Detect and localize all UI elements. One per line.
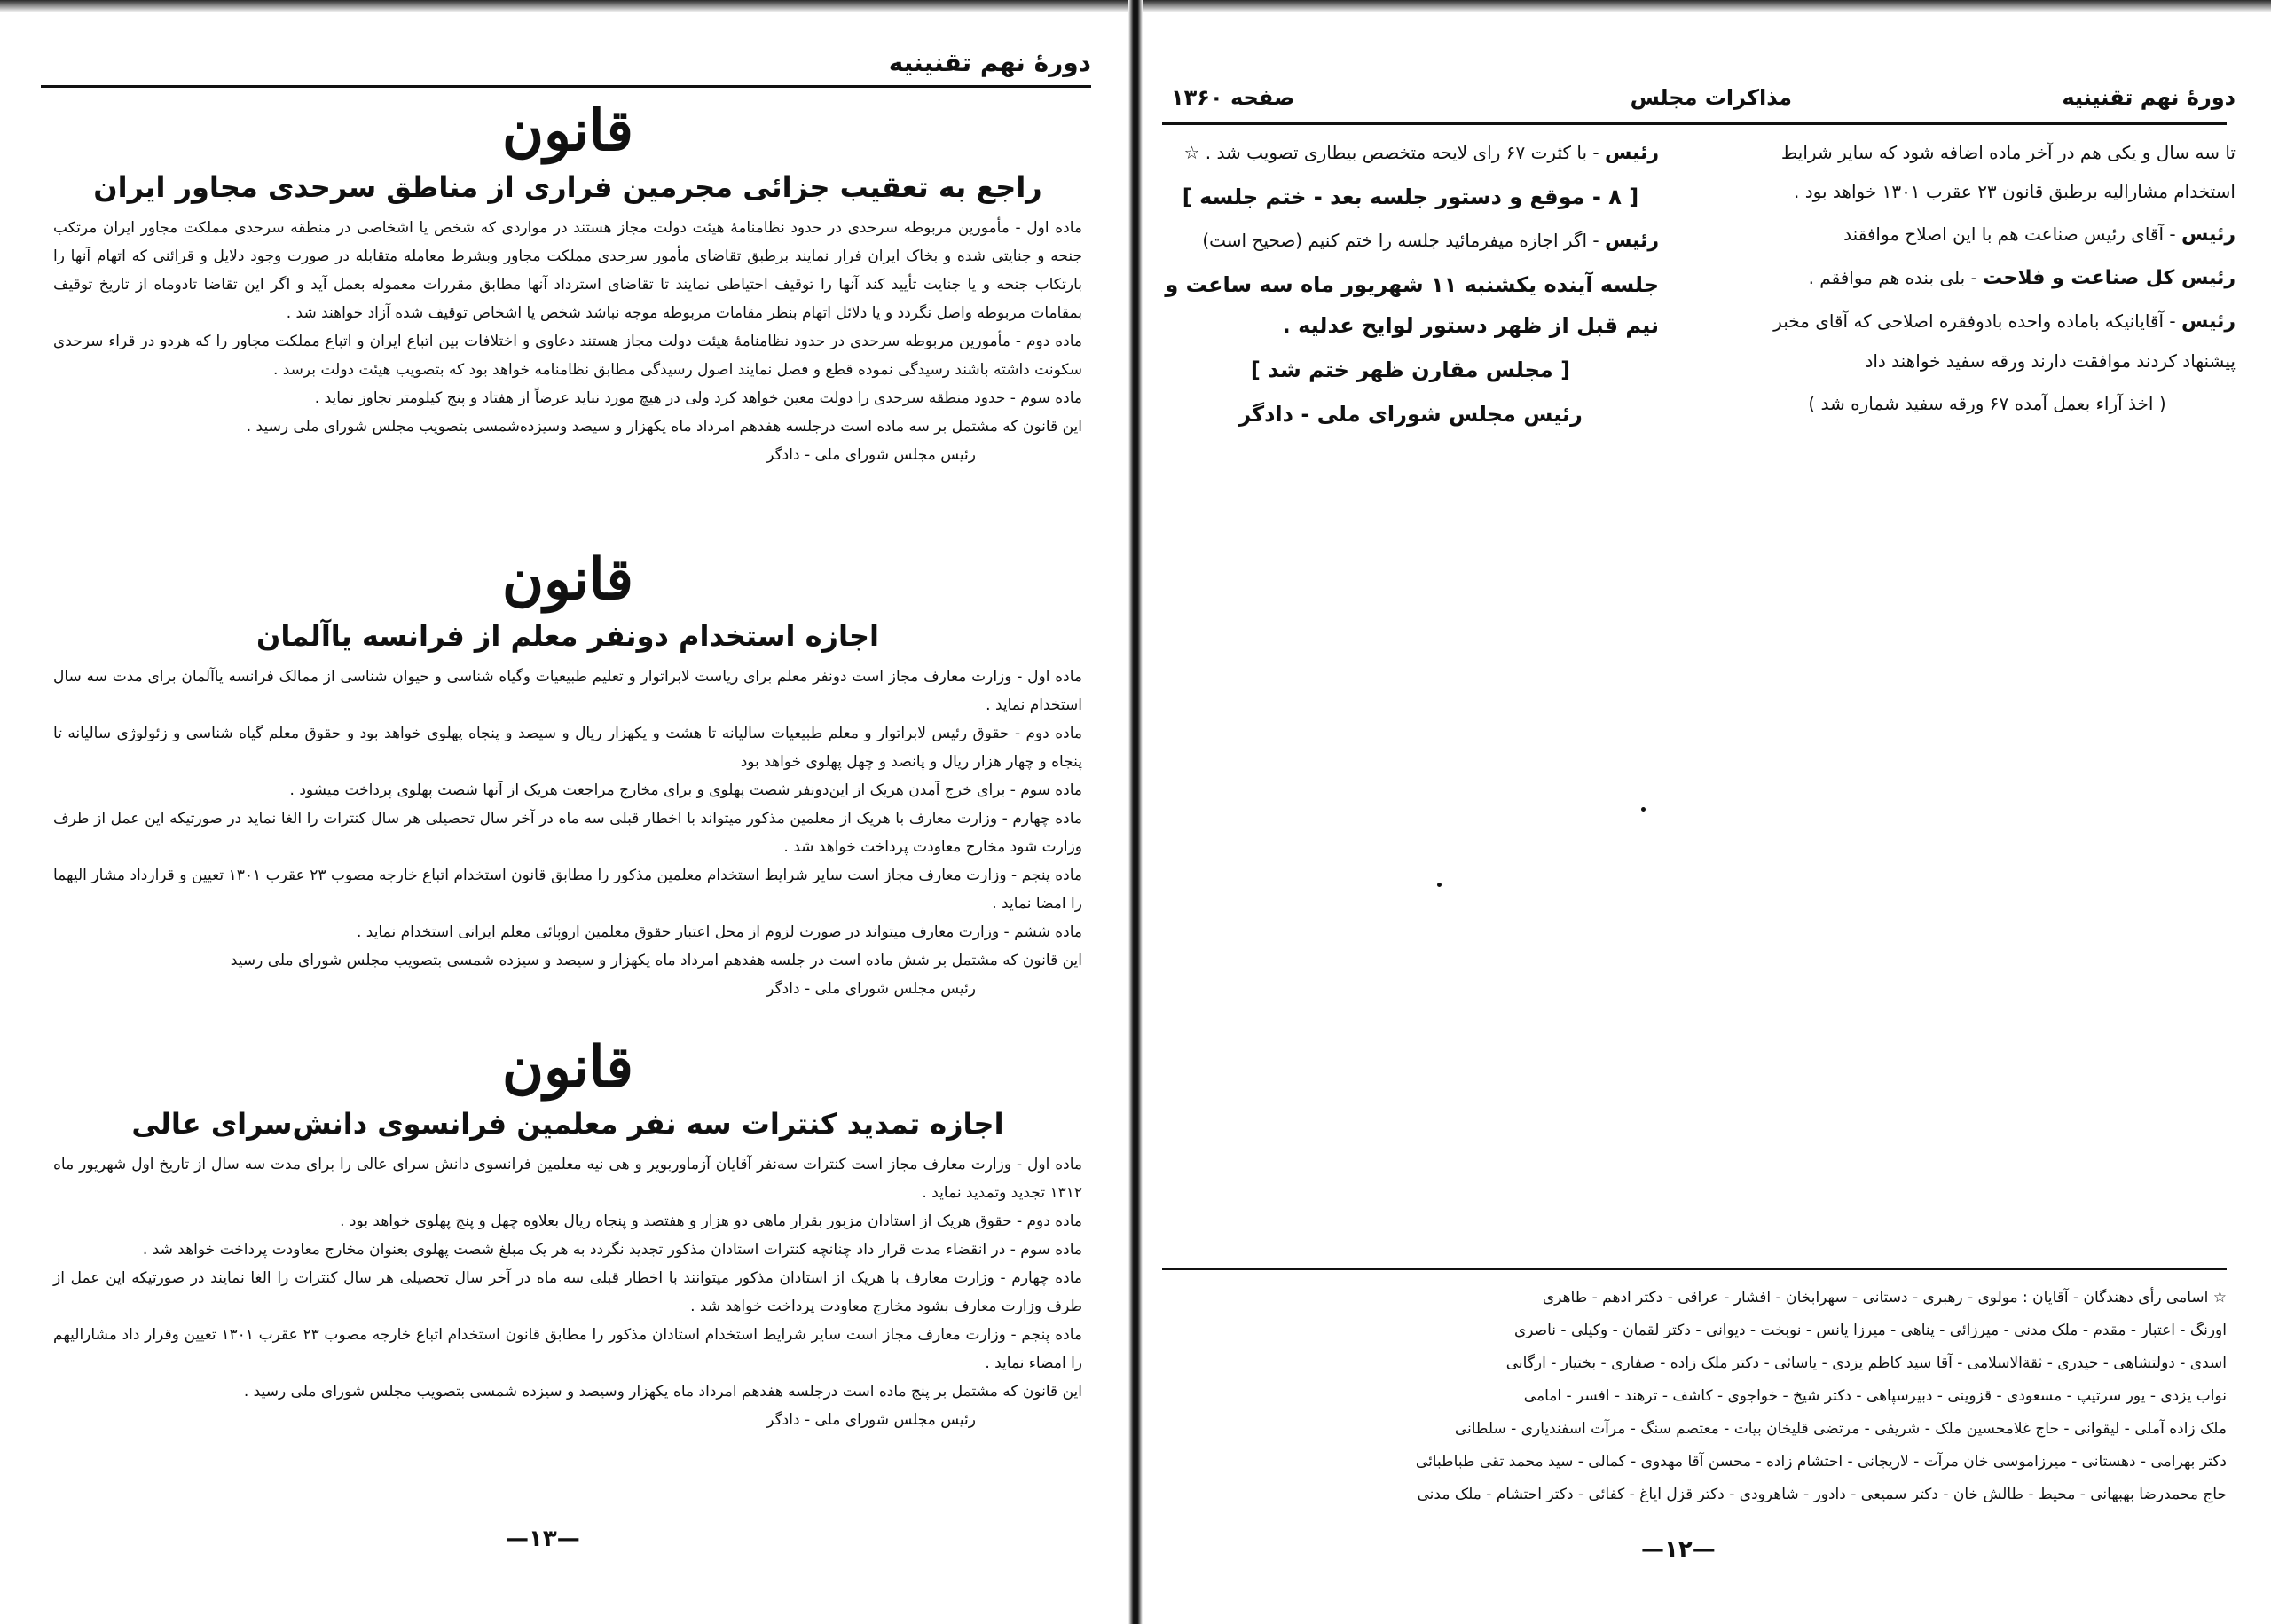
law-signature: رئیس مجلس شورای ملی - دادگر xyxy=(766,445,976,464)
speaker-text: اگر اجازه میفرمائید جلسه را ختم کنیم (صحیح است) xyxy=(1202,230,1588,251)
transcript-turn: رئیس کل صناعت و فلاحت - بلی بنده هم موافقم . xyxy=(1808,267,2236,289)
law-signature: رئیس مجلس شورای ملی - دادگر xyxy=(766,979,976,998)
next-session-notice: جلسه آینده یکشنبه ۱۱ شهریور ماه سه ساعت و نیم قبل از ظهر دستور لوایح عدلیه . xyxy=(1165,272,1659,338)
law-article: ماده دوم - مأمورین مربوطه سرحدی در حدود نظامنامهٔ هیئت دولت مجاز هستند دعاوی و اختلافات بین اتباع ایران و اتباع مملکت مجاور را که هردو در قراء سرحدی سکونت داشته باشند رسیدگی نموده قطع و فصل نمایند اصول رسیدگی مطابق نظامنامه خواهد بود که بتصویب هیئت دولت برسد . xyxy=(53,332,1082,379)
column-right xyxy=(1739,133,2236,427)
law-heading: قانون xyxy=(502,546,633,613)
running-head-page: صفحه ۱۳۶۰ xyxy=(1171,85,1295,110)
session-closed-note: [ مجلس مقارن ظهر ختم شد ] xyxy=(1250,357,1571,382)
law-signature: رئیس مجلس شورای ملی - دادگر xyxy=(766,1410,976,1429)
scan-speck xyxy=(1641,807,1646,812)
speaker-name: رئیس کل صناعت و فلاحت xyxy=(1983,267,2236,289)
law-article: ماده سوم - برای خرج آمدن هریک از این‌دونفر شصت پهلوی و برای مخارج مراجعت هریک از آنها شصت پهلوی پرداخت میشود . xyxy=(289,781,1082,799)
law-article: ماده چهارم - وزارت معارف با هریک از استادان مذکور میتوانند با اخطار قبلی سه ماه در آخر سال تحصیلی هر سال کنترات را الغا نمایند در صورتیکه این عمل از طرف وزارت معارف بشود مخارج معاودت پرداخت خواهد شد . xyxy=(53,1268,1082,1315)
transcript-text: تا سه سال و یکی هم در آخر ماده اضافه شود که سایر شرایط استخدام مشارالیه برطبق قانون ۲۳ عقرب ۱۳۰۱ خواهد بود . xyxy=(1780,142,2236,202)
running-head-title: مذاکرات مجلس xyxy=(1630,85,1792,110)
law-article: ماده پنجم - وزارت معارف مجاز است سایر شرایط استخدام استادان مذکور را مطابق قانون استخدام اتباع خارجه مصوب ۲۳ عقرب ۱۳۰۱ تعیین وقرار داد مشارالیهم را امضاء نماید . xyxy=(53,1325,1082,1372)
transcript-turn: رئیس - آقایانیکه باماده واحده بادوفقره اصلاحی که آقای مخبر پیشنهاد کردند موافقت دارند ورقه سفید خواهند داد xyxy=(1773,310,2236,372)
law-article: ماده اول - وزارت معارف مجاز است دونفر معلم برای ریاست لابراتوار و تعلیم طبیعیات وگیاه شناسی و حیوان شناسی از ممالک فرانسه یاآلمان برای مدت سه سال استخدام نماید . xyxy=(53,667,1082,714)
law-article: ماده پنجم - وزارت معارف مجاز است سایر شرایط استخدام معلمین مذکور را مطابق قانون استخدام اتباع خارجه مصوب ۲۳ عقرب ۱۳۰۱ تعیین و قرارداد مشار الیهما را امضا نماید . xyxy=(53,866,1083,913)
binding-gutter xyxy=(1128,0,1143,1624)
law-title: اجازه استخدام دونفر معلم از فرانسه یاآلمان xyxy=(256,619,879,654)
footnote-line: اسدی - دولتشاهی - حیدری - ثقةالاسلامی - آقا سید کاظم یزدی - یاسائی - دکتر ملک زاده - صفاری - بختیار - ارگانی xyxy=(1505,1354,2227,1372)
footnote-line: حاج محمدرضا بهبهانی - محیط - طالش خان - دکتر سمیعی - دادور - شاهرودی - دکتر قزل ایاغ - کفائی - دکتر احتشام - ملک مدنی xyxy=(1417,1486,2227,1503)
speaker-name: رئیس xyxy=(2181,310,2236,333)
speaker-text: بلی بنده هم موافقم . xyxy=(1808,267,1966,288)
vote-result: ( اخذ آراء بعمل آمده ۶۷ ورقه سفید شماره شد ) xyxy=(1808,393,2166,414)
law-article: ماده دوم - حقوق هریک از استادان مزبور بقرار ماهی دو هزار و هفتصد و پنجاه ریال بعلاوه چهل و پنج پهلوی خواهد بود . xyxy=(340,1212,1082,1230)
session-signature: رئیس مجلس شورای ملی - دادگر xyxy=(1238,402,1583,427)
footnote-line: اورنگ - اعتبار - مقدم - ملک مدنی - میرزائی - پناهی - میرزا یانس - نوبخت - دیوانی - دکتر لقمان - وکیلی - ناصری xyxy=(1513,1322,2227,1339)
speaker-text: آقایانیکه باماده واحده بادوفقره اصلاحی که آقای مخبر پیشنهاد کردند موافقت دارند ورقه سفید خواهند داد xyxy=(1773,310,2236,372)
transcript-turn: رئیس - اگر اجازه میفرمائید جلسه را ختم کنیم (صحیح است) xyxy=(1202,230,1659,252)
footnote-line: ملک زاده آملی - لیقوانی - حاج غلامحسین ملک - شریفی - مرتضی قلیخان بیات - معتصم سنگ - مرآت اسفندیاری - سلطانی xyxy=(1454,1420,2227,1438)
law-heading: قانون xyxy=(502,1034,633,1101)
right-page xyxy=(1144,18,2253,1605)
law-enactment: این قانون که مشتمل بر پنج ماده است درجلسه هفدهم امرداد ماه یکهزار وسیصد و سیزده شمسی بتصویب مجلس شورای ملی رسید . xyxy=(243,1382,1082,1400)
law-heading: قانون xyxy=(502,98,633,164)
law-title: اجازه تمدید کنترات سه نفر معلمین فرانسوی دانش‌سرای عالی xyxy=(131,1107,1004,1142)
transcript-turn: رئیس - آقای رئیس صناعت هم با این اصلاح موافقند xyxy=(1843,224,2236,246)
law-1 xyxy=(53,98,1082,469)
law-article: ماده سوم - در انقضاء مدت قرار داد چنانچه کنترات استادان مذکور تجدید نگردد به هر یک مبلغ شصت پهلوی بعنوان مخارج معاودت پرداخت خواهد شد . xyxy=(142,1240,1082,1259)
footnote-line: ☆ اسامی رأی دهندگان - آقایان : مولوی - رهبری - دستانی - سهرابخان - افشار - عراقی - دکتر ادهم - طاهری xyxy=(1542,1289,2227,1306)
law-article: ماده سوم - حدود منطقه سرحدی را دولت معین خواهد کرد ولی در هیچ مورد نباید عرضاً از هفتاد و پنج کیلومتر تجاوز نماید . xyxy=(314,388,1082,407)
column-left xyxy=(1162,133,1659,438)
running-head: دورهٔ نهم تقنینیه xyxy=(888,48,1091,77)
footnote-line: دکتر بهرامی - دهستانی - میرزاموسی خان مرآت - لاریجانی - احتشام زاده - محسن آقا مهدوی - کمالی - سید محمد تقی طباطبائی xyxy=(1415,1453,2227,1471)
section-heading: [ ۸ - موقع و دستور جلسه بعد - ختم جلسه ] xyxy=(1182,184,1639,209)
speaker-text: با کثرت ۶۷ رای لایحه متخصص بیطاری تصویب شد . ☆ xyxy=(1183,142,1588,163)
speaker-name: رئیس xyxy=(1604,142,1659,164)
footnote-rule xyxy=(1162,1268,2227,1270)
law-article: ماده اول - وزارت معارف مجاز است کنترات سه‌نفر آقایان آزماوربویر و هی نیه معلمین فرانسوی دانش سرای عالی را برای مدت سه سال از تاریخ اول شهریور ماه ۱۳۱۲ تجدید وتمدید نماید . xyxy=(53,1155,1082,1202)
scan-speck xyxy=(1437,883,1442,887)
speaker-name: رئیس xyxy=(1604,230,1659,252)
law-enactment: این قانون که مشتمل بر شش ماده است در جلسه هفدهم امرداد ماه یکهزار و سیصد و سیزده شمسی بتصویب مجلس شورای ملی رسید xyxy=(230,951,1082,969)
running-head-term: دورهٔ نهم تقنینیه xyxy=(2062,85,2236,110)
voters-footnote xyxy=(1162,1282,2227,1511)
page-number: —۱۲— xyxy=(1641,1536,1716,1563)
law-3 xyxy=(53,1034,1082,1434)
law-article: ماده چهارم - وزارت معارف با هریک از معلمین مذکور میتواند با اخطار قبلی سه ماه در آخر سال تحصیلی هر سال کنترات را الغا نماید در صورتیکه این عمل از طرف وزارت شود مخارج معاودت پرداخت خواهد شد . xyxy=(53,809,1082,856)
speaker-text: آقای رئیس صناعت هم با این اصلاح موافقند xyxy=(1843,224,2165,245)
law-2 xyxy=(53,546,1083,1003)
law-article: ماده ششم - وزارت معارف میتواند در صورت لزوم از محل اعتبار حقوق معلمین اروپائی معلم ایرانی استخدام نماید . xyxy=(356,922,1082,941)
law-enactment: این قانون که مشتمل بر سه ماده است درجلسه هفدهم امرداد ماه یکهزار و سیصد وسیزده‌شمسی بتصویب مجلس شورای ملی رسید . xyxy=(246,417,1082,435)
law-title: راجع به تعقیب جزائی مجرمین فراری از مناطق سرحدی مجاور ایران xyxy=(93,170,1042,205)
law-article: ماده اول - مأمورین مربوطه سرحدی در حدود نظامنامهٔ هیئت دولت مجاز هستند در مواردی که شخص یا اشخاصی در منطقه سرحدی مملکت مجاور ایران مرتکب جنحه و جنایتی شده و بخاک ایران فرار نمایند برطبق تقاضای مأمور سرحدی مملکت مجاور وبشرط معامله متقابله در صورت وجود دلایل و قرائنی که اتهام آنها را بارتکاب جنحه و یا جنایت تأیید کند آنها را توقیف احتیاطی نمایند تا تقاضای استرداد آنها مطابق مقررات معموله بعمل آید و اگر این تقاضا تادوماه از تاریخ توقیف بمقامات مربوطه واصل نگردد و یا دلائل اتهام بنظر مقامات مربوطه موجه نباشد شخص یا اشخاص توقیف شده آزاد خواهند شد . xyxy=(53,218,1082,322)
speaker-name: رئیس xyxy=(2181,224,2236,246)
law-article: ماده دوم - حقوق رئیس لابراتوار و معلم طبیعیات سالیانه تا هشت و یکهزار ریال و سیصد و پنجاه پهلوی خواهد بود و حقوق معلم گیاه شناسی و زئولوژی سالیانه تا پنجاه و چهار هزار ریال و پانصد و چهل پهلوی خواهد بود xyxy=(53,724,1082,771)
footnote-line: نواب یزدی - یور سرتیپ - مسعودی - قزوینی - دبیرسپاهی - دکتر شیخ - خواجوی - کاشف - ترهند - افسر - امامی xyxy=(1523,1387,2227,1405)
transcript-turn: رئیس - با کثرت ۶۷ رای لایحه متخصص بیطاری تصویب شد . ☆ xyxy=(1183,142,1659,164)
left-page xyxy=(27,18,1091,1605)
header-rule xyxy=(1162,122,2227,125)
header-rule xyxy=(41,85,1091,88)
page-number: —۱۳— xyxy=(506,1526,580,1552)
